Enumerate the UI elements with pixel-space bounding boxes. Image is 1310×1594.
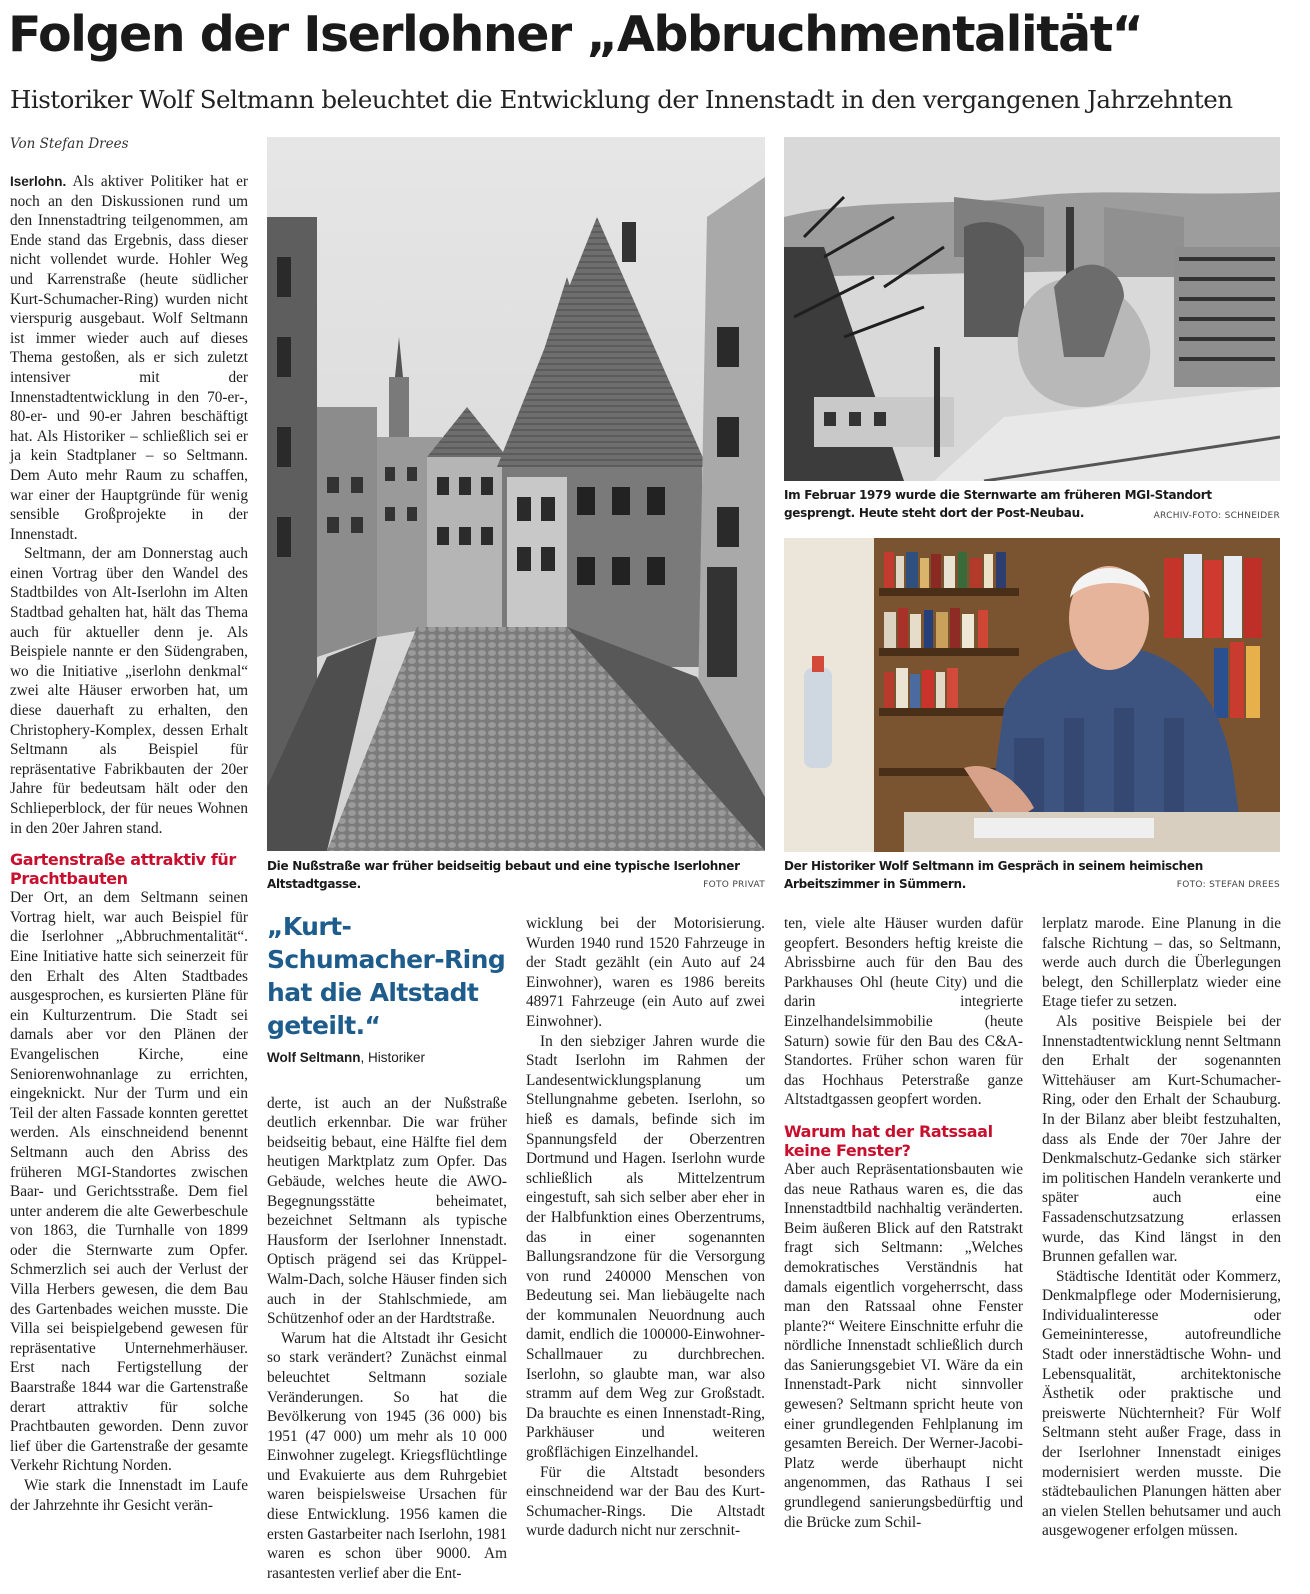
- photo-nussstrasse: [267, 137, 765, 851]
- photo-sternwarte-demolition: [784, 137, 1280, 481]
- article-paragraph: lerplatz marode. Eine Planung in die falsche Richtung – das, so Seltmann, werde auch durch die Überlegungen belegt, den Schillerplatz wieder eine Etage tiefer zu setzen.: [1042, 915, 1281, 1011]
- article-column-4: [784, 914, 1023, 1532]
- article-column-2: [267, 910, 507, 1583]
- paragraph-text: Als aktiver Politiker hat er noch an den Diskussionen rund um den Innenstadtring teilgenommen, am Ende stand das Ergebnis, dass dieser nicht vollendet wurde. Hohler Weg und Karrenstraße (heute südlicher Kurt-Schumacher-Ring) wurden nicht vierspurig ausgebaut. Wolf Seltmann ist immer wieder auch auf dieses Thema gestoßen, als er sich zuletzt intensiver mit der Innenstadtentwicklung in den 70-er-, 80-er- und 90-er Jahren beschäftigt hat. Als Historiker – schließlich sei er ja kein Stadtplaner – so Seltmann. Dem Auto mehr Raum zu schaffen, war einer der Hauptgründe für wenig sensible Großprojekte in der Innenstadt.: [10, 173, 248, 543]
- subhead-gartenstrasse: Gartenstraße attraktiv für Prachtbauten: [10, 850, 236, 889]
- article-column-1: [10, 172, 248, 1515]
- photo-wolf-seltmann: [784, 538, 1280, 852]
- article-paragraph: Für die Altstadt besonders einschneidend war der Bau des Kurt-Schumacher-Rings. Die Altstadt wurde dadurch nicht nur zerschnit-: [526, 1463, 765, 1540]
- pullquote-role: , Historiker: [360, 1050, 426, 1065]
- subhead-ratssaal: Warum hat der Ratssaal keine Fenster?: [784, 1121, 993, 1160]
- credit-seltmann: FOTO: STEFAN DREES: [1176, 880, 1280, 890]
- article-paragraph: [10, 172, 248, 544]
- article-paragraph: ten, viele alte Häuser wurden dafür geopfert. Besonders heftig kreiste die Abrissbirne auch für den Bau des Parkhauses Ohl (heute City) und die darin integrierte Einzelhandelsimmobilie (heute Saturn) sowie für den Bau des C&A-Standortes. Früher schon waren für das Hochhaus Peterstraße ganze Altstadtgassen geopfert worden.: [784, 915, 1023, 1109]
- caption-sternwarte: Im Februar 1979 wurde die Sternwarte am früheren MGI-Standort gesprengt. Heute steht dort der Post-Neubau.: [784, 488, 1212, 520]
- article-column-5: [1042, 914, 1281, 1541]
- article-paragraph: Aber auch Repräsentationsbauten wie das neue Rathaus waren es, die das Innenstadtbild nachhaltig veränderten. Beim äußeren Blick auf den Ratstrakt fragt sich Seltmann: „Welches demokratisches Verständnis hat damals eigentlich vorgeherrscht, dass man den Ratssaal ohne Fenster plante?“ Weitere Einschnitte erfuhr die nördliche Innenstadt schließlich durch das Sanierungsgebiet VI. Wäre da ein Innenstadt-Park nicht sinnvoller gewesen? Seltmann spricht heute von einer grundlegenden Fehlplanung im gesamten Bereich. Der Werner-Jacobi-Platz werde überhaupt nicht angenommen, das Rathaus I sei grundlegend sanierungsbedürftig und die Brücke zum Schil-: [784, 1160, 1023, 1531]
- article-paragraph: Warum hat die Altstadt ihr Gesicht so stark verändert? Zunächst einmal beleuchtet Seltmann soziale Veränderungen. So hat die Bevölkerung von 1945 (36 000) bis 1951 (47 000) um mehr als 10 000 Einwohner zugelegt. Kriegsflüchtlinge und Evakuierte aus dem Ruhrgebiet waren beispielsweise Ursachen für diese Entwicklung. 1956 kamen die ersten Gastarbeiter nach Iserlohn, 1981 waren es schon über 9000. Am rasantesten verlief aber die Ent-: [267, 1329, 507, 1582]
- subheadline: Historiker Wolf Seltmann beleuchtet die Entwicklung der Innenstadt in den vergangenen Jahrzehnten: [10, 85, 1233, 114]
- pullquote-author: Wolf Seltmann: [267, 1050, 361, 1065]
- credit-nussstrasse: FOTO PRIVAT: [703, 880, 765, 890]
- article-paragraph: wicklung bei der Motorisierung. Wurden 1940 rund 1520 Fahrzeuge in der Stadt gezählt (ein Auto auf 24 Einwohner), waren es 1986 bereits 48971 Fahrzeuge (ein Auto auf zwei Einwohner).: [526, 915, 765, 1030]
- article-paragraph: derte, ist auch an der Nußstraße deutlich erkennbar. Die war früher beidseitig bebaut, eine Hälfte fiel dem heutigen Marktplatz zum Opfer. Das Gebäude, welches heute die AWO-Begegnungsstätte beheimatet, bezeichnet Seltmann als typische Hausform der Iserlohner Innenstadt. Optisch prägend sei das Krüppel-Walm-Dach, solche Häuser finden sich auch in der Stahlschmiede, am Schützenhof oder an der Hardtstraße.: [267, 1094, 507, 1328]
- article-paragraph: Wie stark die Innenstadt im Laufe der Jahrzehnte ihr Gesicht verän-: [10, 1477, 248, 1514]
- byline: Von Stefan Drees: [10, 136, 129, 152]
- article-paragraph: In den siebziger Jahren wurde die Stadt Iserlohn im Rahmen der Landesentwicklungsplanung um Stellungnahme gebeten. Iserlohn, so hieß es damals, befinde sich im Spannungsfeld der Oberzentren Dortmund und Hagen. Iserlohn wurde schließlich als Mittelzentrum eingestuft, sah sich selber aber eher in der Halbfunktion eines Oberzentrums, das in einer sogenannten Ballungsrandzone für die Versorgung von rund 240000 Menschen von Bedeutung sei. Man liebäugelte nach der kommunalen Neuordnung auch damit, endlich die 100000-Einwohner-Schallmauer zu durchbrechen. Iserlohn, so glaubte man, war also stramm auf dem Weg zur Großstadt. Da brauchte es einen Innenstadt-Ring, Parkhäuser und weiteren großflächigen Einzelhandel.: [526, 1032, 765, 1462]
- article-paragraph: Als positive Beispiele bei der Innenstadtentwicklung nennt Seltmann den Erhalt der sogenannten Wittehäuser am Kurt-Schumacher-Ring, oder den Erhalt der Schauburg. In der Bilanz aber bleibt festzuhalten, dass als Ende der 70er Jahre der Denkmalschutz-Gedanke sich stärker im politischen Handeln verankerte und später auch eine Fassadenschutzsatzung erlassen wurde, das Kind längst in den Brunnen gefallen war.: [1042, 1012, 1281, 1266]
- credit-sternwarte: ARCHIV-FOTO: SCHNEIDER: [1153, 511, 1280, 521]
- pullquote: „Kurt-Schumacher-Ring hat die Altstadt geteilt.“: [267, 912, 506, 1040]
- caption-seltmann: Der Historiker Wolf Seltmann im Gespräch in seinem heimischen Arbeitszimmer in Sümmern.: [784, 859, 1204, 891]
- article-column-3: [526, 914, 765, 1541]
- caption-nussstrasse: Die Nußstraße war früher beidseitig bebaut und eine typische Iserlohner Altstadtgasse.: [267, 859, 740, 891]
- article-paragraph: Der Ort, an dem Seltmann seinen Vortrag hielt, war auch Beispiel für die Iserlohner „Abbruchmentalität“. Eine Initiative hatte sich seinerzeit für den Erhalt des Alten Stadtbades ausgesprochen, es kursierten Pläne für ein Kulturzentrum. Die Stadt sei damals aber vor den Plänen der Evangelischen Kirche, eine Seniorenwohnanlage zu errichten, eingeknickt. Nur der Turm und ein Teil der alten Fassade konnten gerettet werden. Als einschneidend benennt Seltmann auch den Abriss des früheren MGI-Standortes zwischen Baar- und Gerichtsstraße. Dem fiel unter anderem die alte Gewerbeschule von 1863, die Turnhalle von 1899 oder die Sternwarte zum Opfer. Schmerzlich sei auch der Verlust der Villa Herbers gewesen, die dem Bau des Gartenbades weichen musste. Die Villa sei beispielgebend gewesen für repräsentative Unternehmerhäuser. Erst nach Fertigstellung der Baarstraße 1844 war die Gartenstraße derart attraktiv für solche Prachtbauten geworden. Denn zuvor lief über die Gartenstraße der gesamte Verkehr Richtung Norden.: [10, 889, 248, 1475]
- pullquote-attribution: [267, 1048, 507, 1068]
- article-paragraph: Städtische Identität oder Kommerz, Denkmalpflege oder Modernisierung, Individualinteresse oder Gemeininteresse, autofreundliche Stadt oder innerstädtische Wohn- und Lebensqualität, architektonische Ästhetik oder praktische und preiswerte Nüchternheit? Für Wolf Seltmann steht außer Frage, dass in der Iserlohner Innenstadt einiges modernisiert werden musste. Die städtebaulichen Planungen hätten aber an vielen Stellen behutsamer und auch ausgewogener erfolgen müssen.: [1042, 1267, 1281, 1540]
- article-paragraph: Seltmann, der am Donnerstag auch einen Vortrag über den Wandel des Stadtbildes von Alt-Iserlohn im Alten Stadtbad gehalten hat, hält das Thema auch für aktueller denn je. Als Beispiele nannte er den Südengraben, wo die Initiative „iserlohn denkmal“ zwei alte Häuser erworben hat, um diese dauerhaft zu erhalten, den Christophery-Komplex, dessen Erhalt Seltmann als Beispiel für repräsentative Fabrikbauten der 20er Jahre für bedeutsam hält oder den Schlieperblock, der für neues Wohnen in den 20er Jahren stand.: [10, 545, 248, 837]
- dateline: Iserlohn.: [10, 174, 67, 189]
- headline: Folgen der Iserlohner „Abbruchmentalität“: [8, 6, 1143, 63]
